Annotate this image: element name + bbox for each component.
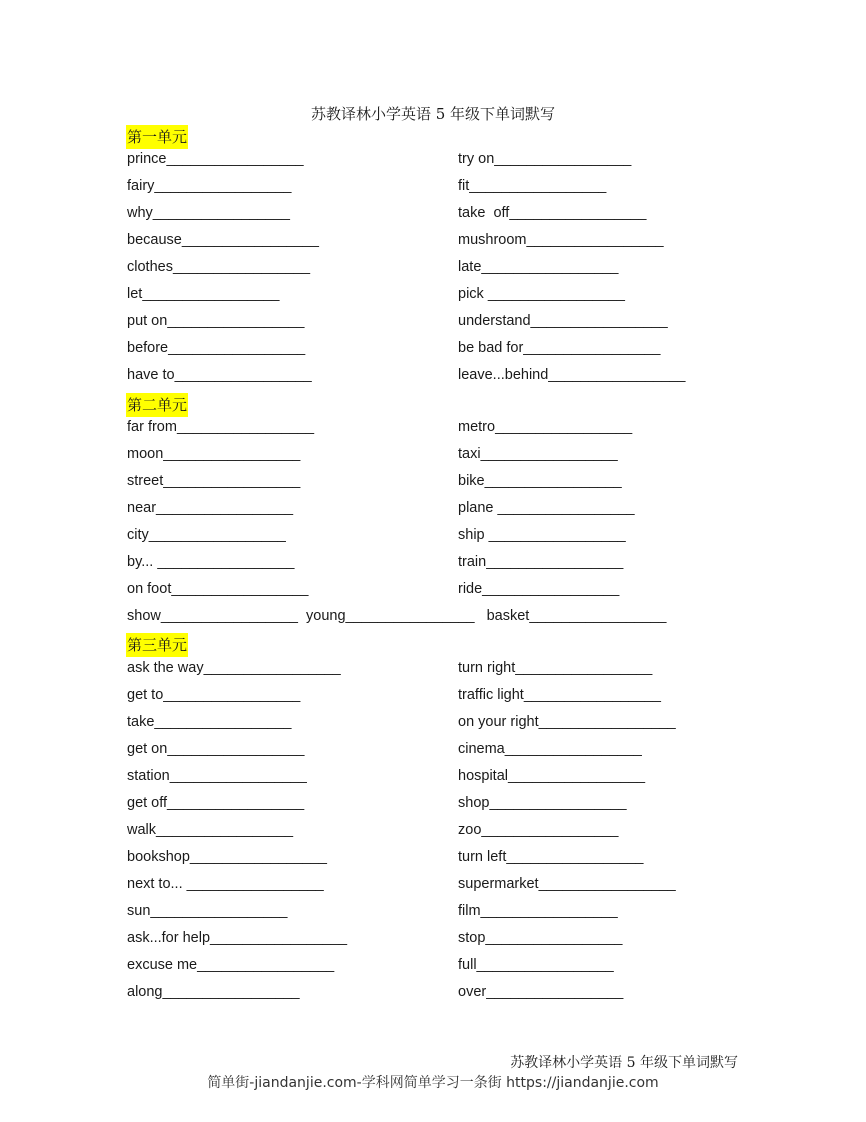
word-blank: mushroom_________________ xyxy=(458,232,664,248)
unit-2-heading: 第二单元 xyxy=(126,393,188,417)
word-blank: understand_________________ xyxy=(458,313,668,329)
word-blank: film_________________ xyxy=(458,903,618,919)
word-blank: walk_________________ xyxy=(127,822,294,838)
word-blank: city_________________ xyxy=(127,527,286,543)
word-blank: pick _________________ xyxy=(458,286,625,302)
word-blank: ride_________________ xyxy=(458,581,620,597)
word-blank: taxi_________________ xyxy=(458,446,618,462)
word-blank: before_________________ xyxy=(127,340,306,356)
word-blank: clothes_________________ xyxy=(127,259,311,275)
word-blank: excuse me_________________ xyxy=(127,957,335,973)
word-blank: why_________________ xyxy=(127,205,290,221)
word-blank: put on_________________ xyxy=(127,313,305,329)
word-blank: zoo_________________ xyxy=(458,822,619,838)
word-blank: fairy_________________ xyxy=(127,178,292,194)
word-blank: ask the way_________________ xyxy=(127,660,341,676)
word-blank: train_________________ xyxy=(458,554,624,570)
word-blank: traffic light_________________ xyxy=(458,687,661,703)
word-blank: turn right_________________ xyxy=(458,660,653,676)
word-blank: get on_________________ xyxy=(127,741,305,757)
footer-site-link[interactable]: 简单街-jiandanjie.com-学科网简单学习一条街 https://jiandanjie.com xyxy=(207,1075,659,1091)
word-blank: ask...for help_________________ xyxy=(127,930,348,946)
word-blank: take_________________ xyxy=(127,714,292,730)
word-blank: supermarket_________________ xyxy=(458,876,676,892)
word-blank: prince_________________ xyxy=(127,151,304,167)
word-blank: leave...behind_________________ xyxy=(458,367,686,383)
word-blank: late_________________ xyxy=(458,259,619,275)
word-blank: full_________________ xyxy=(458,957,614,973)
word-blank: sun_________________ xyxy=(127,903,288,919)
word-blank: turn left_________________ xyxy=(458,849,644,865)
word-blank: get to_________________ xyxy=(127,687,301,703)
word-blank: street_________________ xyxy=(127,473,301,489)
word-blank-row: show_________________ young________________ basket_________________ xyxy=(127,608,667,624)
word-blank: shop_________________ xyxy=(458,795,627,811)
word-blank: by... _________________ xyxy=(127,554,295,570)
word-blank: near_________________ xyxy=(127,500,294,516)
word-blank: next to... _________________ xyxy=(127,876,324,892)
word-blank: along_________________ xyxy=(127,984,300,1000)
document-title: 苏教译林小学英语 5 年级下单词默写 xyxy=(310,105,556,123)
word-blank: far from_________________ xyxy=(127,419,315,435)
word-blank: station_________________ xyxy=(127,768,307,784)
word-blank: on foot_________________ xyxy=(127,581,309,597)
footer-title: 苏教译林小学英语 5 年级下单词默写 xyxy=(510,1055,738,1071)
word-blank: over_________________ xyxy=(458,984,624,1000)
word-blank: get off_________________ xyxy=(127,795,305,811)
word-blank: try on_________________ xyxy=(458,151,632,167)
word-blank: be bad for_________________ xyxy=(458,340,661,356)
word-blank: take off_________________ xyxy=(458,205,647,221)
word-blank: because_________________ xyxy=(127,232,319,248)
word-blank: bike_________________ xyxy=(458,473,622,489)
word-blank: hospital_________________ xyxy=(458,768,646,784)
word-blank: on your right_________________ xyxy=(458,714,676,730)
word-blank: stop_________________ xyxy=(458,930,623,946)
word-blank: cinema_________________ xyxy=(458,741,642,757)
word-blank: let_________________ xyxy=(127,286,280,302)
unit-1-heading: 第一单元 xyxy=(126,125,188,149)
word-blank: fit_________________ xyxy=(458,178,607,194)
word-blank: moon_________________ xyxy=(127,446,301,462)
word-blank: ship _________________ xyxy=(458,527,626,543)
unit-3-heading: 第三单元 xyxy=(126,633,188,657)
word-blank: metro_________________ xyxy=(458,419,633,435)
word-blank: plane _________________ xyxy=(458,500,635,516)
word-blank: have to_________________ xyxy=(127,367,312,383)
word-blank: bookshop_________________ xyxy=(127,849,327,865)
